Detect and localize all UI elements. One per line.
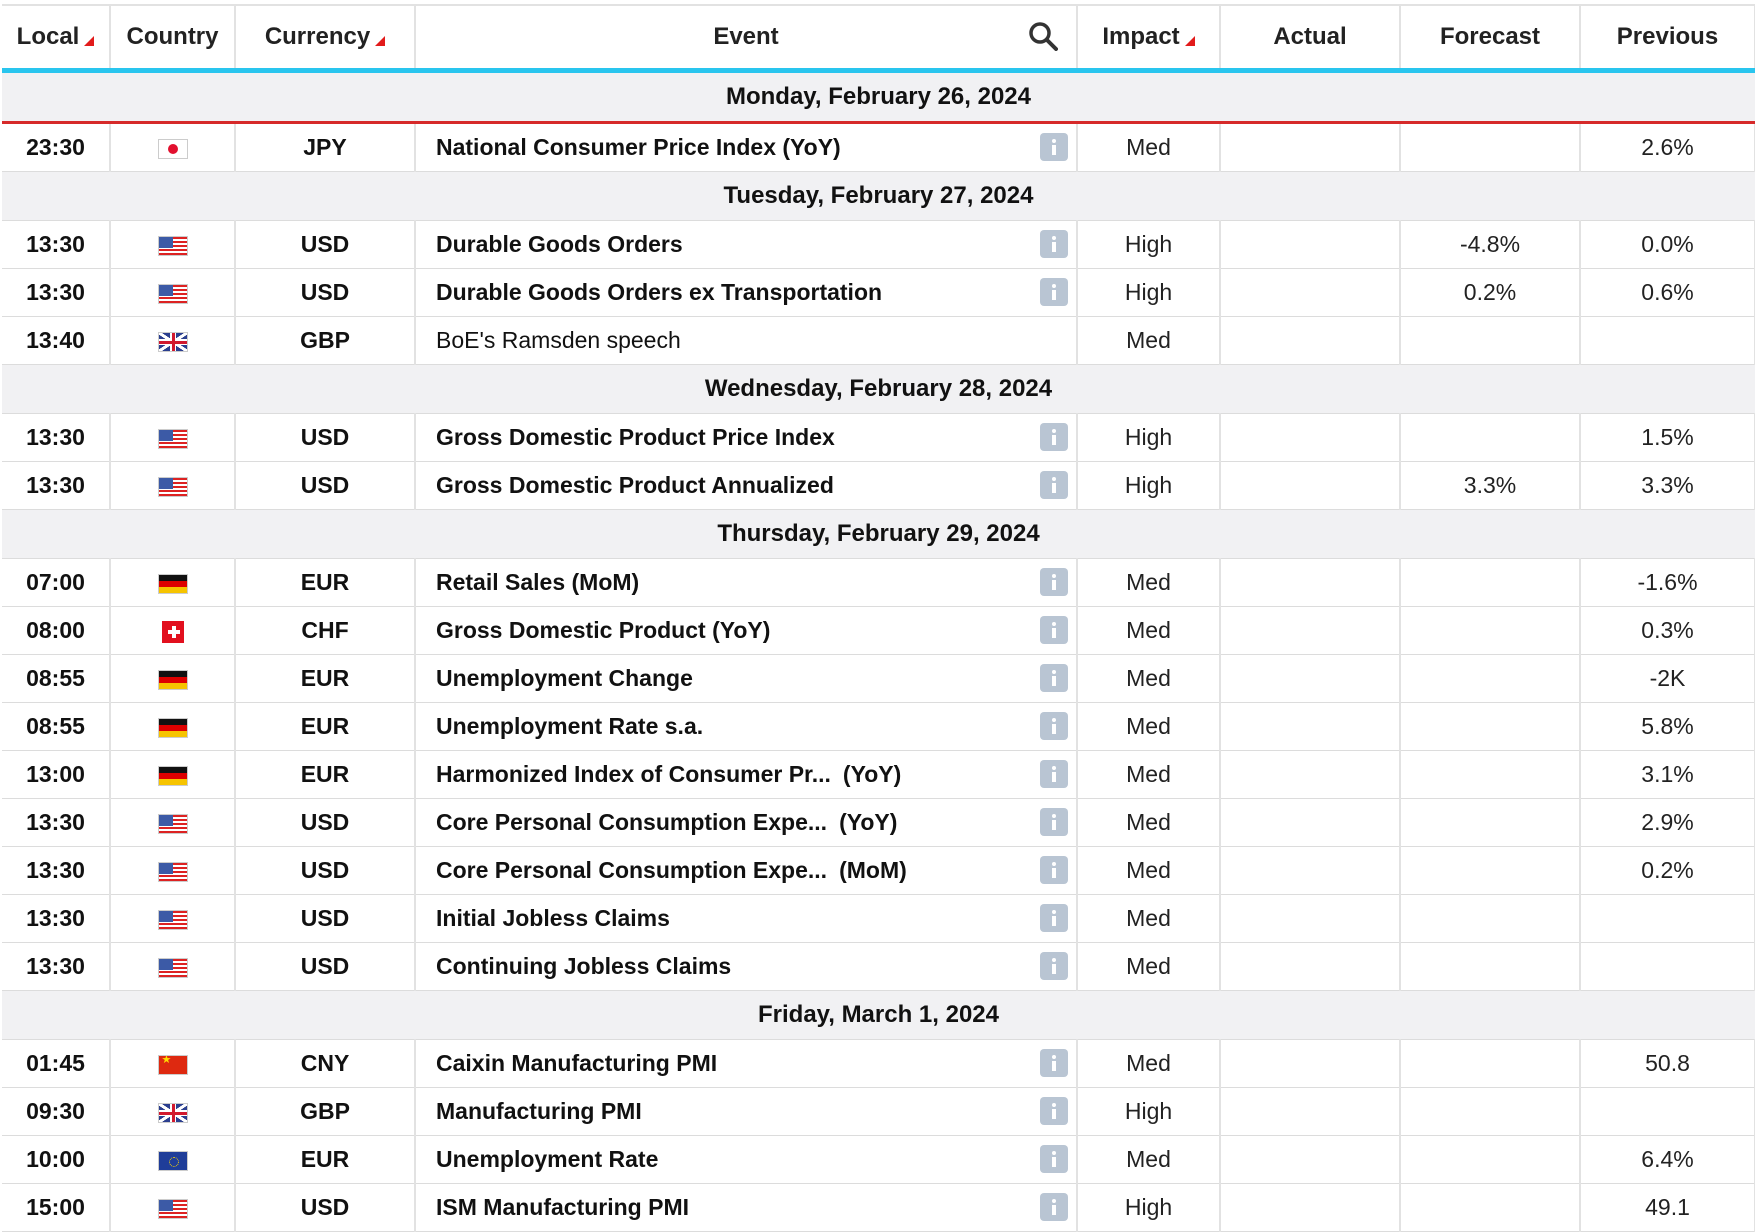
event-time: 08:55 <box>2 703 110 751</box>
event-row[interactable] <box>2 751 1755 799</box>
previous-value: -2K <box>1580 655 1755 703</box>
event-row[interactable] <box>2 269 1755 317</box>
event-cell[interactable] <box>415 751 1077 799</box>
flag-us-icon <box>158 429 188 449</box>
day-header-row <box>2 71 1755 123</box>
actual-value <box>1220 123 1400 172</box>
event-name[interactable]: Core Personal Consumption Expe... <box>436 809 828 835</box>
day-label: Wednesday, February 28, 2024 <box>2 365 1755 414</box>
col-actual-label: Actual <box>1273 23 1347 50</box>
day-header-row <box>2 510 1755 559</box>
previous-value: 2.9% <box>1580 799 1755 847</box>
col-local-label: Local <box>16 23 80 50</box>
actual-value <box>1220 462 1400 510</box>
previous-value: -1.6% <box>1580 559 1755 607</box>
event-time: 10:00 <box>2 1136 110 1184</box>
previous-value <box>1580 317 1755 365</box>
flag-us-icon <box>158 814 188 834</box>
event-time: 13:30 <box>2 895 110 943</box>
country-cell <box>110 317 235 365</box>
impact-level: High <box>1077 1184 1220 1232</box>
event-cell[interactable] <box>415 269 1077 317</box>
info-icon[interactable] <box>1040 1049 1068 1077</box>
previous-value: 0.0% <box>1580 221 1755 269</box>
flag-us-icon <box>158 236 188 256</box>
country-cell <box>110 1040 235 1088</box>
event-name[interactable]: Unemployment Rate s.a. <box>436 713 704 739</box>
event-name[interactable]: Gross Domestic Product (YoY) <box>436 617 771 643</box>
info-icon[interactable] <box>1040 278 1068 306</box>
impact-level: Med <box>1077 943 1220 991</box>
event-row[interactable] <box>2 462 1755 510</box>
country-cell <box>110 1088 235 1136</box>
event-name[interactable]: ISM Manufacturing PMI <box>436 1194 689 1220</box>
col-actual[interactable] <box>1220 5 1400 71</box>
event-row[interactable] <box>2 655 1755 703</box>
actual-value <box>1220 1088 1400 1136</box>
impact-level: High <box>1077 414 1220 462</box>
previous-value: 3.3% <box>1580 462 1755 510</box>
event-row[interactable] <box>2 221 1755 269</box>
info-icon[interactable] <box>1040 664 1068 692</box>
country-cell <box>110 1184 235 1232</box>
country-cell <box>110 559 235 607</box>
previous-value: 6.4% <box>1580 1136 1755 1184</box>
forecast-value: 3.3% <box>1400 462 1580 510</box>
actual-value <box>1220 1184 1400 1232</box>
event-name[interactable]: Caixin Manufacturing PMI <box>436 1050 718 1076</box>
event-time: 07:00 <box>2 559 110 607</box>
event-time: 13:30 <box>2 269 110 317</box>
event-cell[interactable] <box>415 1040 1077 1088</box>
event-cell[interactable] <box>415 1088 1077 1136</box>
actual-value <box>1220 751 1400 799</box>
flag-us-icon <box>158 477 188 497</box>
col-event[interactable] <box>415 5 1077 71</box>
event-time: 15:00 <box>2 1184 110 1232</box>
actual-value <box>1220 943 1400 991</box>
flag-cn-icon <box>158 1055 188 1075</box>
actual-value <box>1220 655 1400 703</box>
event-name[interactable]: Gross Domestic Product Annualized <box>436 472 834 498</box>
col-country[interactable] <box>110 5 235 71</box>
info-icon[interactable] <box>1040 423 1068 451</box>
currency-code: CNY <box>235 1040 415 1088</box>
previous-value <box>1580 943 1755 991</box>
info-icon[interactable] <box>1040 808 1068 836</box>
forecast-value <box>1400 943 1580 991</box>
event-cell[interactable] <box>415 317 1077 365</box>
actual-value <box>1220 1040 1400 1088</box>
flag-de-icon <box>158 574 188 594</box>
event-cell[interactable] <box>415 1136 1077 1184</box>
actual-value <box>1220 1136 1400 1184</box>
actual-value <box>1220 269 1400 317</box>
impact-level: Med <box>1077 895 1220 943</box>
event-cell[interactable] <box>415 847 1077 895</box>
flag-us-icon <box>158 1199 188 1219</box>
country-cell <box>110 943 235 991</box>
impact-level: Med <box>1077 1136 1220 1184</box>
col-currency-label: Currency <box>264 23 371 50</box>
actual-value <box>1220 895 1400 943</box>
event-name[interactable]: Durable Goods Orders ex Transportation <box>436 279 883 305</box>
country-cell <box>110 414 235 462</box>
impact-level: High <box>1077 462 1220 510</box>
impact-level: Med <box>1077 123 1220 172</box>
event-time: 13:30 <box>2 221 110 269</box>
col-previous[interactable] <box>1580 5 1755 71</box>
previous-value: 1.5% <box>1580 414 1755 462</box>
flag-us-icon <box>158 862 188 882</box>
flag-gb-icon <box>158 332 188 352</box>
event-cell[interactable] <box>415 703 1077 751</box>
country-cell <box>110 703 235 751</box>
currency-code: USD <box>235 1184 415 1232</box>
info-icon[interactable] <box>1040 616 1068 644</box>
search-icon[interactable] <box>1028 21 1058 51</box>
currency-code: USD <box>235 269 415 317</box>
info-icon[interactable] <box>1040 230 1068 258</box>
impact-level: High <box>1077 269 1220 317</box>
event-time: 13:00 <box>2 751 110 799</box>
event-row[interactable] <box>2 799 1755 847</box>
currency-code: USD <box>235 462 415 510</box>
currency-code: GBP <box>235 317 415 365</box>
event-cell[interactable] <box>415 221 1077 269</box>
event-time: 13:30 <box>2 799 110 847</box>
day-label: Monday, February 26, 2024 <box>2 71 1755 123</box>
flag-us-icon <box>158 958 188 978</box>
event-cell[interactable] <box>415 123 1077 172</box>
country-cell <box>110 847 235 895</box>
country-cell <box>110 895 235 943</box>
previous-value: 0.6% <box>1580 269 1755 317</box>
forecast-value <box>1400 703 1580 751</box>
event-row[interactable] <box>2 317 1755 365</box>
currency-code: USD <box>235 414 415 462</box>
col-event-label: Event <box>713 23 779 50</box>
currency-code: EUR <box>235 1136 415 1184</box>
currency-code: EUR <box>235 655 415 703</box>
event-time: 08:55 <box>2 655 110 703</box>
event-name[interactable]: Continuing Jobless Claims <box>436 953 732 979</box>
info-icon[interactable] <box>1040 712 1068 740</box>
country-cell <box>110 123 235 172</box>
flag-de-icon <box>158 670 188 690</box>
event-name[interactable]: National Consumer Price Index (YoY) <box>436 134 841 160</box>
forecast-value: 0.2% <box>1400 269 1580 317</box>
event-cell[interactable] <box>415 943 1077 991</box>
col-impact[interactable] <box>1077 5 1220 71</box>
actual-value <box>1220 703 1400 751</box>
day-label: Friday, March 1, 2024 <box>2 991 1755 1040</box>
impact-level: Med <box>1077 655 1220 703</box>
forecast-value <box>1400 559 1580 607</box>
event-time: 01:45 <box>2 1040 110 1088</box>
impact-level: Med <box>1077 751 1220 799</box>
col-forecast-label: Forecast <box>1439 23 1541 50</box>
event-name[interactable]: Retail Sales (MoM) <box>436 569 640 595</box>
day-header-row <box>2 365 1755 414</box>
event-name[interactable]: Harmonized Index of Consumer Pr... <box>436 761 831 787</box>
impact-level: Med <box>1077 1040 1220 1088</box>
impact-level: Med <box>1077 703 1220 751</box>
event-time: 13:30 <box>2 414 110 462</box>
event-time: 13:30 <box>2 847 110 895</box>
event-period: (MoM) <box>839 857 907 883</box>
event-name[interactable]: Core Personal Consumption Expe... <box>436 857 828 883</box>
col-currency[interactable] <box>235 5 415 71</box>
event-time: 23:30 <box>2 123 110 172</box>
event-row[interactable] <box>2 943 1755 991</box>
actual-value <box>1220 414 1400 462</box>
impact-level: Med <box>1077 847 1220 895</box>
event-cell[interactable] <box>415 799 1077 847</box>
actual-value <box>1220 799 1400 847</box>
event-cell[interactable] <box>415 895 1077 943</box>
previous-value: 2.6% <box>1580 123 1755 172</box>
actual-value <box>1220 221 1400 269</box>
forecast-value <box>1400 655 1580 703</box>
previous-value <box>1580 895 1755 943</box>
event-row[interactable] <box>2 703 1755 751</box>
event-time: 13:40 <box>2 317 110 365</box>
actual-value <box>1220 317 1400 365</box>
day-label: Thursday, February 29, 2024 <box>2 510 1755 559</box>
event-cell[interactable] <box>415 559 1077 607</box>
flag-ch-icon <box>162 621 184 643</box>
previous-value: 49.1 <box>1580 1184 1755 1232</box>
country-cell <box>110 1136 235 1184</box>
info-icon[interactable] <box>1040 568 1068 596</box>
event-cell[interactable] <box>415 607 1077 655</box>
country-cell <box>110 655 235 703</box>
event-time: 09:30 <box>2 1088 110 1136</box>
col-local[interactable] <box>2 5 110 71</box>
currency-code: EUR <box>235 703 415 751</box>
forecast-value <box>1400 895 1580 943</box>
country-cell <box>110 607 235 655</box>
currency-code: CHF <box>235 607 415 655</box>
info-icon[interactable] <box>1040 1097 1068 1125</box>
forecast-value <box>1400 414 1580 462</box>
previous-value: 3.1% <box>1580 751 1755 799</box>
calendar-body <box>2 71 1755 1232</box>
flag-jp-icon <box>158 139 188 159</box>
flag-us-icon <box>158 910 188 930</box>
event-name[interactable]: Unemployment Rate <box>436 1146 659 1172</box>
currency-code: USD <box>235 895 415 943</box>
event-name[interactable]: Manufacturing PMI <box>436 1098 642 1124</box>
currency-code: JPY <box>235 123 415 172</box>
currency-code: GBP <box>235 1088 415 1136</box>
currency-code: EUR <box>235 751 415 799</box>
header-row <box>2 5 1755 71</box>
impact-level: Med <box>1077 607 1220 655</box>
previous-value: 0.3% <box>1580 607 1755 655</box>
col-forecast[interactable] <box>1400 5 1580 71</box>
impact-level: High <box>1077 1088 1220 1136</box>
event-row[interactable] <box>2 847 1755 895</box>
forecast-value <box>1400 1136 1580 1184</box>
currency-code: USD <box>235 847 415 895</box>
event-time: 08:00 <box>2 607 110 655</box>
event-cell[interactable] <box>415 414 1077 462</box>
currency-code: EUR <box>235 559 415 607</box>
flag-de-icon <box>158 766 188 786</box>
col-previous-label: Previous <box>1616 23 1719 50</box>
impact-level: Med <box>1077 559 1220 607</box>
col-impact-label: Impact <box>1102 23 1180 50</box>
event-row[interactable] <box>2 559 1755 607</box>
event-row[interactable] <box>2 123 1755 172</box>
country-cell <box>110 269 235 317</box>
currency-code: USD <box>235 799 415 847</box>
forecast-value <box>1400 847 1580 895</box>
sort-indicator-icon <box>375 36 385 46</box>
flag-de-icon <box>158 718 188 738</box>
event-cell[interactable] <box>415 462 1077 510</box>
day-header-row <box>2 172 1755 221</box>
forecast-value <box>1400 1040 1580 1088</box>
forecast-value <box>1400 317 1580 365</box>
flag-gb-icon <box>158 1103 188 1123</box>
previous-value: 50.8 <box>1580 1040 1755 1088</box>
forecast-value <box>1400 799 1580 847</box>
event-period: (YoY) <box>842 761 902 787</box>
impact-level: Med <box>1077 799 1220 847</box>
event-period: (YoY) <box>839 809 898 835</box>
flag-eu-icon <box>158 1151 188 1171</box>
forecast-value: -4.8% <box>1400 221 1580 269</box>
country-cell <box>110 751 235 799</box>
country-cell <box>110 221 235 269</box>
flag-us-icon <box>158 284 188 304</box>
previous-value <box>1580 1088 1755 1136</box>
actual-value <box>1220 607 1400 655</box>
event-name[interactable]: Gross Domestic Product Price Index <box>436 424 835 450</box>
event-row[interactable] <box>2 607 1755 655</box>
day-header-row <box>2 991 1755 1040</box>
event-row[interactable] <box>2 1184 1755 1232</box>
forecast-value <box>1400 751 1580 799</box>
info-icon[interactable] <box>1040 760 1068 788</box>
forecast-value <box>1400 1184 1580 1232</box>
actual-value <box>1220 847 1400 895</box>
event-name[interactable]: Unemployment Change <box>436 665 693 691</box>
event-row[interactable] <box>2 414 1755 462</box>
forecast-value <box>1400 607 1580 655</box>
info-icon[interactable] <box>1040 1193 1068 1221</box>
economic-calendar-table <box>2 4 1755 1232</box>
event-name[interactable]: Initial Jobless Claims <box>436 905 670 931</box>
info-icon[interactable] <box>1040 133 1068 161</box>
previous-value: 0.2% <box>1580 847 1755 895</box>
event-cell[interactable] <box>415 1184 1077 1232</box>
impact-level: Med <box>1077 317 1220 365</box>
event-row[interactable] <box>2 895 1755 943</box>
event-cell[interactable] <box>415 655 1077 703</box>
day-label: Tuesday, February 27, 2024 <box>2 172 1755 221</box>
country-cell <box>110 462 235 510</box>
info-icon[interactable] <box>1040 1145 1068 1173</box>
col-country-label: Country <box>126 23 219 50</box>
country-cell <box>110 799 235 847</box>
sort-indicator-icon <box>1185 36 1195 46</box>
info-icon[interactable] <box>1040 471 1068 499</box>
event-row[interactable] <box>2 1136 1755 1184</box>
sort-indicator-icon <box>84 36 94 46</box>
info-icon[interactable] <box>1040 856 1068 884</box>
info-icon[interactable] <box>1040 904 1068 932</box>
info-icon[interactable] <box>1040 952 1068 980</box>
forecast-value <box>1400 123 1580 172</box>
event-row[interactable] <box>2 1040 1755 1088</box>
event-time: 13:30 <box>2 943 110 991</box>
impact-level: High <box>1077 221 1220 269</box>
currency-code: USD <box>235 943 415 991</box>
event-name[interactable]: BoE's Ramsden speech <box>436 327 681 353</box>
actual-value <box>1220 559 1400 607</box>
forecast-value <box>1400 1088 1580 1136</box>
event-row[interactable] <box>2 1088 1755 1136</box>
event-name[interactable]: Durable Goods Orders <box>436 231 683 257</box>
currency-code: USD <box>235 221 415 269</box>
event-time: 13:30 <box>2 462 110 510</box>
previous-value: 5.8% <box>1580 703 1755 751</box>
